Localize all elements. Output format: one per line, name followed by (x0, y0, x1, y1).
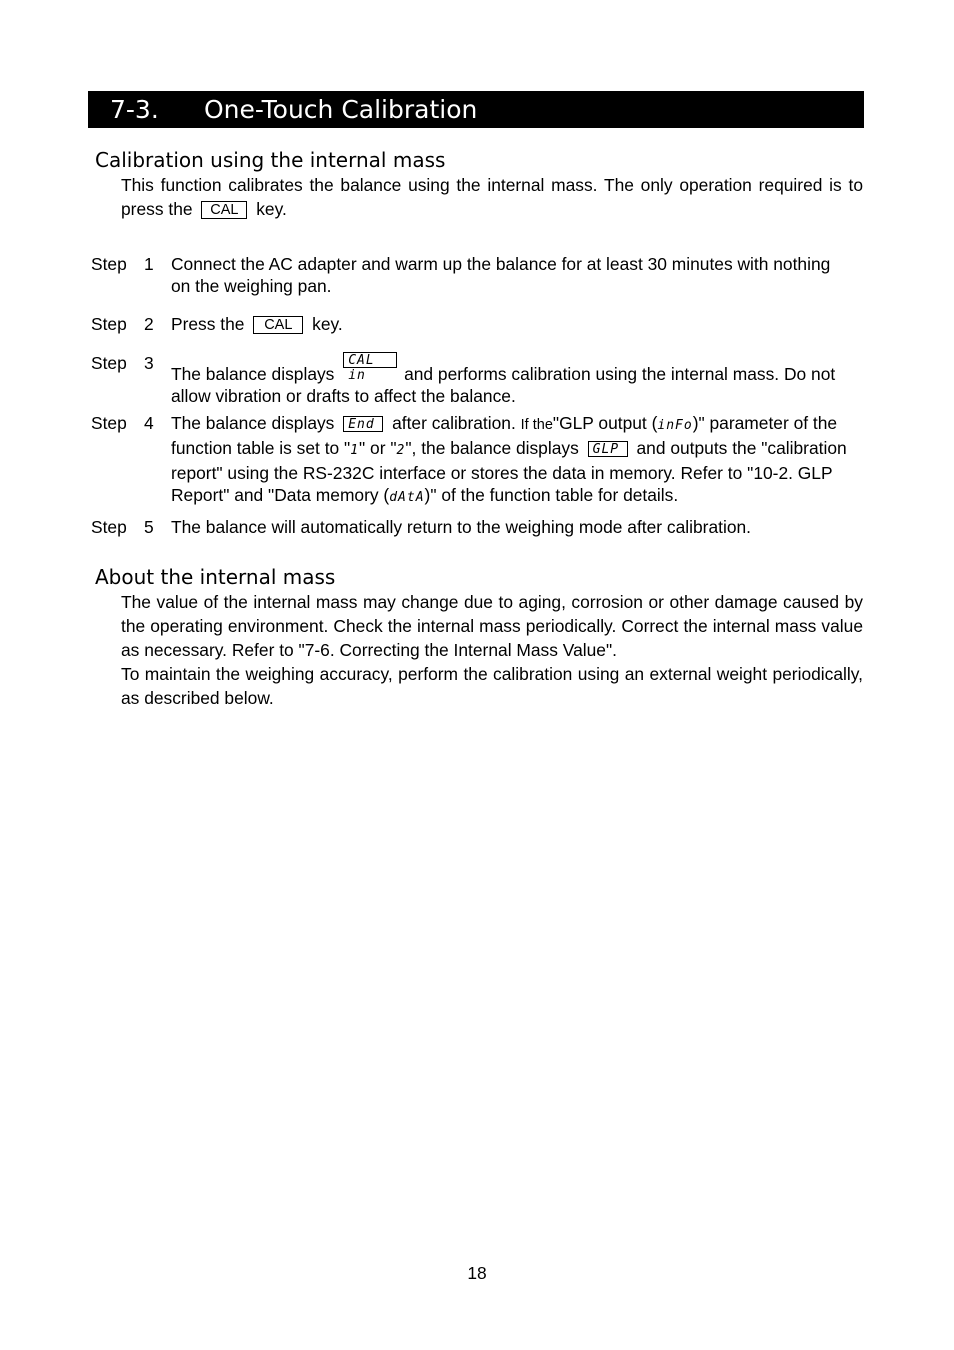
section-title: One-Touch Calibration (204, 95, 478, 124)
display-1: 1 (350, 443, 360, 458)
step-4-mid4: " or " (359, 438, 397, 458)
step-4-mid6: and outputs the "calibration report" using the RS-232C interface or stores the data in memory. Refer to "10-2. GLP Report" and "Data memory ( (171, 438, 847, 505)
page-number: 18 (467, 1263, 487, 1283)
step-number: 5 (144, 517, 154, 537)
cal-key-symbol: CAL (201, 201, 247, 219)
step-text (171, 412, 851, 509)
intro-paragraph (121, 173, 863, 221)
step-4-mid2: "GLP output ( (552, 413, 658, 433)
display-glp: GLP (588, 441, 628, 457)
step-number: 4 (144, 413, 154, 433)
step-number: 3 (144, 353, 154, 373)
step-4-post: )" of the function table for details. (424, 485, 679, 505)
heading-about-internal-mass: About the internal mass (95, 565, 336, 589)
step-label: Step (91, 517, 127, 537)
display-end: End (343, 416, 383, 432)
step-label: Step (91, 254, 127, 274)
step-2-post: key. (312, 314, 343, 334)
intro-text: This function calibrates the balance using the internal mass. The only operation required is to press the (121, 175, 863, 219)
step-4-pre: The balance displays (171, 413, 335, 433)
step-4-if-the: If the (520, 417, 553, 433)
step-label: Step (91, 413, 127, 433)
display-data: dAtA (389, 490, 425, 505)
step-text (171, 313, 851, 335)
step-text: Connect the AC adapter and warm up the balance for at least 30 minutes with nothing on the weighing pan. (171, 254, 831, 296)
step-4-mid1: after calibration. (392, 413, 516, 433)
display-info: inFo (657, 418, 693, 433)
heading-calibration-internal: Calibration using the internal mass (95, 148, 446, 172)
step-3-pre: The balance displays (171, 364, 335, 384)
section-title-bar (88, 91, 864, 128)
step-number: 1 (144, 254, 154, 274)
step-4-mid3: )" parameter of the function table is set to " (171, 413, 838, 458)
display-2: 2 (396, 443, 406, 458)
step-number: 2 (144, 314, 154, 334)
about-paragraph-1: The value of the internal mass may change due to aging, corrosion or other damage caused by the operating environment. Check the internal mass periodically. Correct the internal mass value as necessary. Refer to "7-6. Correcting the Internal Mass Value". (121, 592, 863, 660)
display-cal-in: CAL in (343, 352, 397, 368)
intro-text-end: key. (256, 199, 287, 219)
step-2-pre: Press the (171, 314, 245, 334)
about-paragraph-2: To maintain the weighing accuracy, perform the calibration using an external weight periodically, as described below. (121, 664, 863, 708)
step-text (171, 352, 851, 407)
step-label: Step (91, 353, 127, 373)
section-number: 7-3. (110, 95, 159, 124)
cal-key-symbol: CAL (253, 316, 303, 334)
step-3-post: and performs calibration using the internal mass. Do not allow vibration or drafts to affect the balance. (171, 364, 836, 406)
step-label: Step (91, 314, 127, 334)
step-4-mid5: ", the balance displays (405, 438, 579, 458)
step-text: The balance will automatically return to the weighing mode after calibration. (171, 517, 751, 537)
